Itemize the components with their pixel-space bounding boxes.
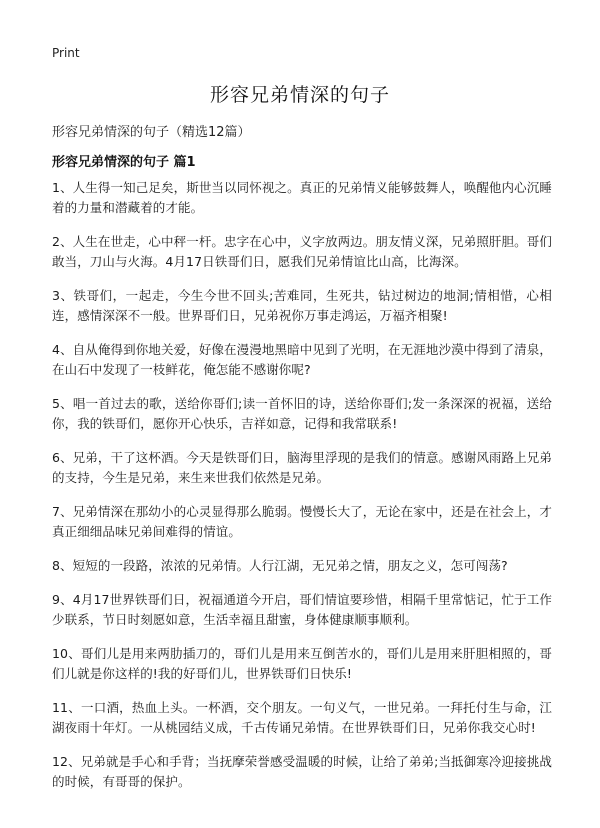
paragraph-2: 2、人生在世走，心中秤一杆。忠字在心中，义字放两边。朋友情义深，兄弟照肝胆。哥们敢当，刀山与火海。4月17日铁哥们日，愿我们兄弟情谊比山高，比海深。 [52, 234, 552, 269]
paragraph-1: 1、人生得一知己足矣，斯世当以同怀视之。真正的兄弟情义能够鼓舞人，唤醒他内心沉睡着的力量和潜藏着的才能。 [52, 180, 552, 215]
page-title: 形容兄弟情深的句子 [209, 84, 390, 106]
print-link[interactable]: Print [52, 46, 80, 60]
paragraph-7: 7、兄弟情深在那幼小的心灵显得那么脆弱。慢慢长大了，无论在家中，还是在社会上，才真正细细品味兄弟间难得的情谊。 [52, 504, 552, 539]
paragraph-9: 9、4月17世界铁哥们日，祝福通道今开启，哥们情谊要珍惜，相隔千里常惦记，忙于工作少联系，节日时刻愿如意，生活幸福且甜蜜，身体健康顺事顺利。 [52, 592, 552, 627]
paragraph-6: 6、兄弟，干了这杯酒。今天是铁哥们日，脑海里浮现的是我们的情意。感谢风雨路上兄弟的支持，今生是兄弟，来生来世我们依然是兄弟。 [52, 450, 552, 485]
paragraph-5: 5、唱一首过去的歌，送给你哥们;读一首怀旧的诗，送给你哥们;发一条深深的祝福，送给你，我的铁哥们，愿你开心快乐，吉祥如意，记得和我常联系! [52, 396, 552, 431]
paragraph-10: 10、哥们儿是用来两肋插刀的，哥们儿是用来互倒苦水的，哥们儿是用来肝胆相照的，哥们儿就是你这样的!我的好哥们儿，世界铁哥们日快乐! [52, 646, 552, 681]
paragraph-8: 8、短短的一段路，浓浓的兄弟情。人行江湖，无兄弟之情，朋友之义，怎可闯荡? [52, 558, 508, 573]
document-subtitle: 形容兄弟情深的句子（精选12篇） [52, 125, 251, 140]
paragraph-12: 12、兄弟就是手心和手背；当抚摩荣誉感受温暖的时候，让给了弟弟;当抵御寒冷迎接挑战的时候，有哥哥的保护。 [52, 754, 552, 789]
paragraph-3: 3、铁哥们，一起走，今生今世不回头;苦难同，生死共，钻过树边的地洞;情相惜，心相连，感情深深不一般。世界哥们日，兄弟祝你万事走鸿运，万福齐相聚! [52, 288, 552, 323]
paragraph-list [52, 178, 552, 806]
paragraph-11: 11、一口酒，热血上头。一杯酒，交个朋友。一句义气，一世兄弟。一拜托付生与命，江湖夜雨十年灯。一从桃园结义成，千古传诵兄弟情。在世界铁哥们日，兄弟你我交心时! [52, 700, 552, 735]
section-heading: 形容兄弟情深的句子 篇1 [52, 155, 196, 170]
paragraph-4: 4、自从俺得到你地关爱，好像在漫漫地黑暗中见到了光明，在无涯地沙漠中得到了清泉，在山石中发现了一枝鲜花，俺怎能不感谢你呢? [52, 342, 552, 377]
